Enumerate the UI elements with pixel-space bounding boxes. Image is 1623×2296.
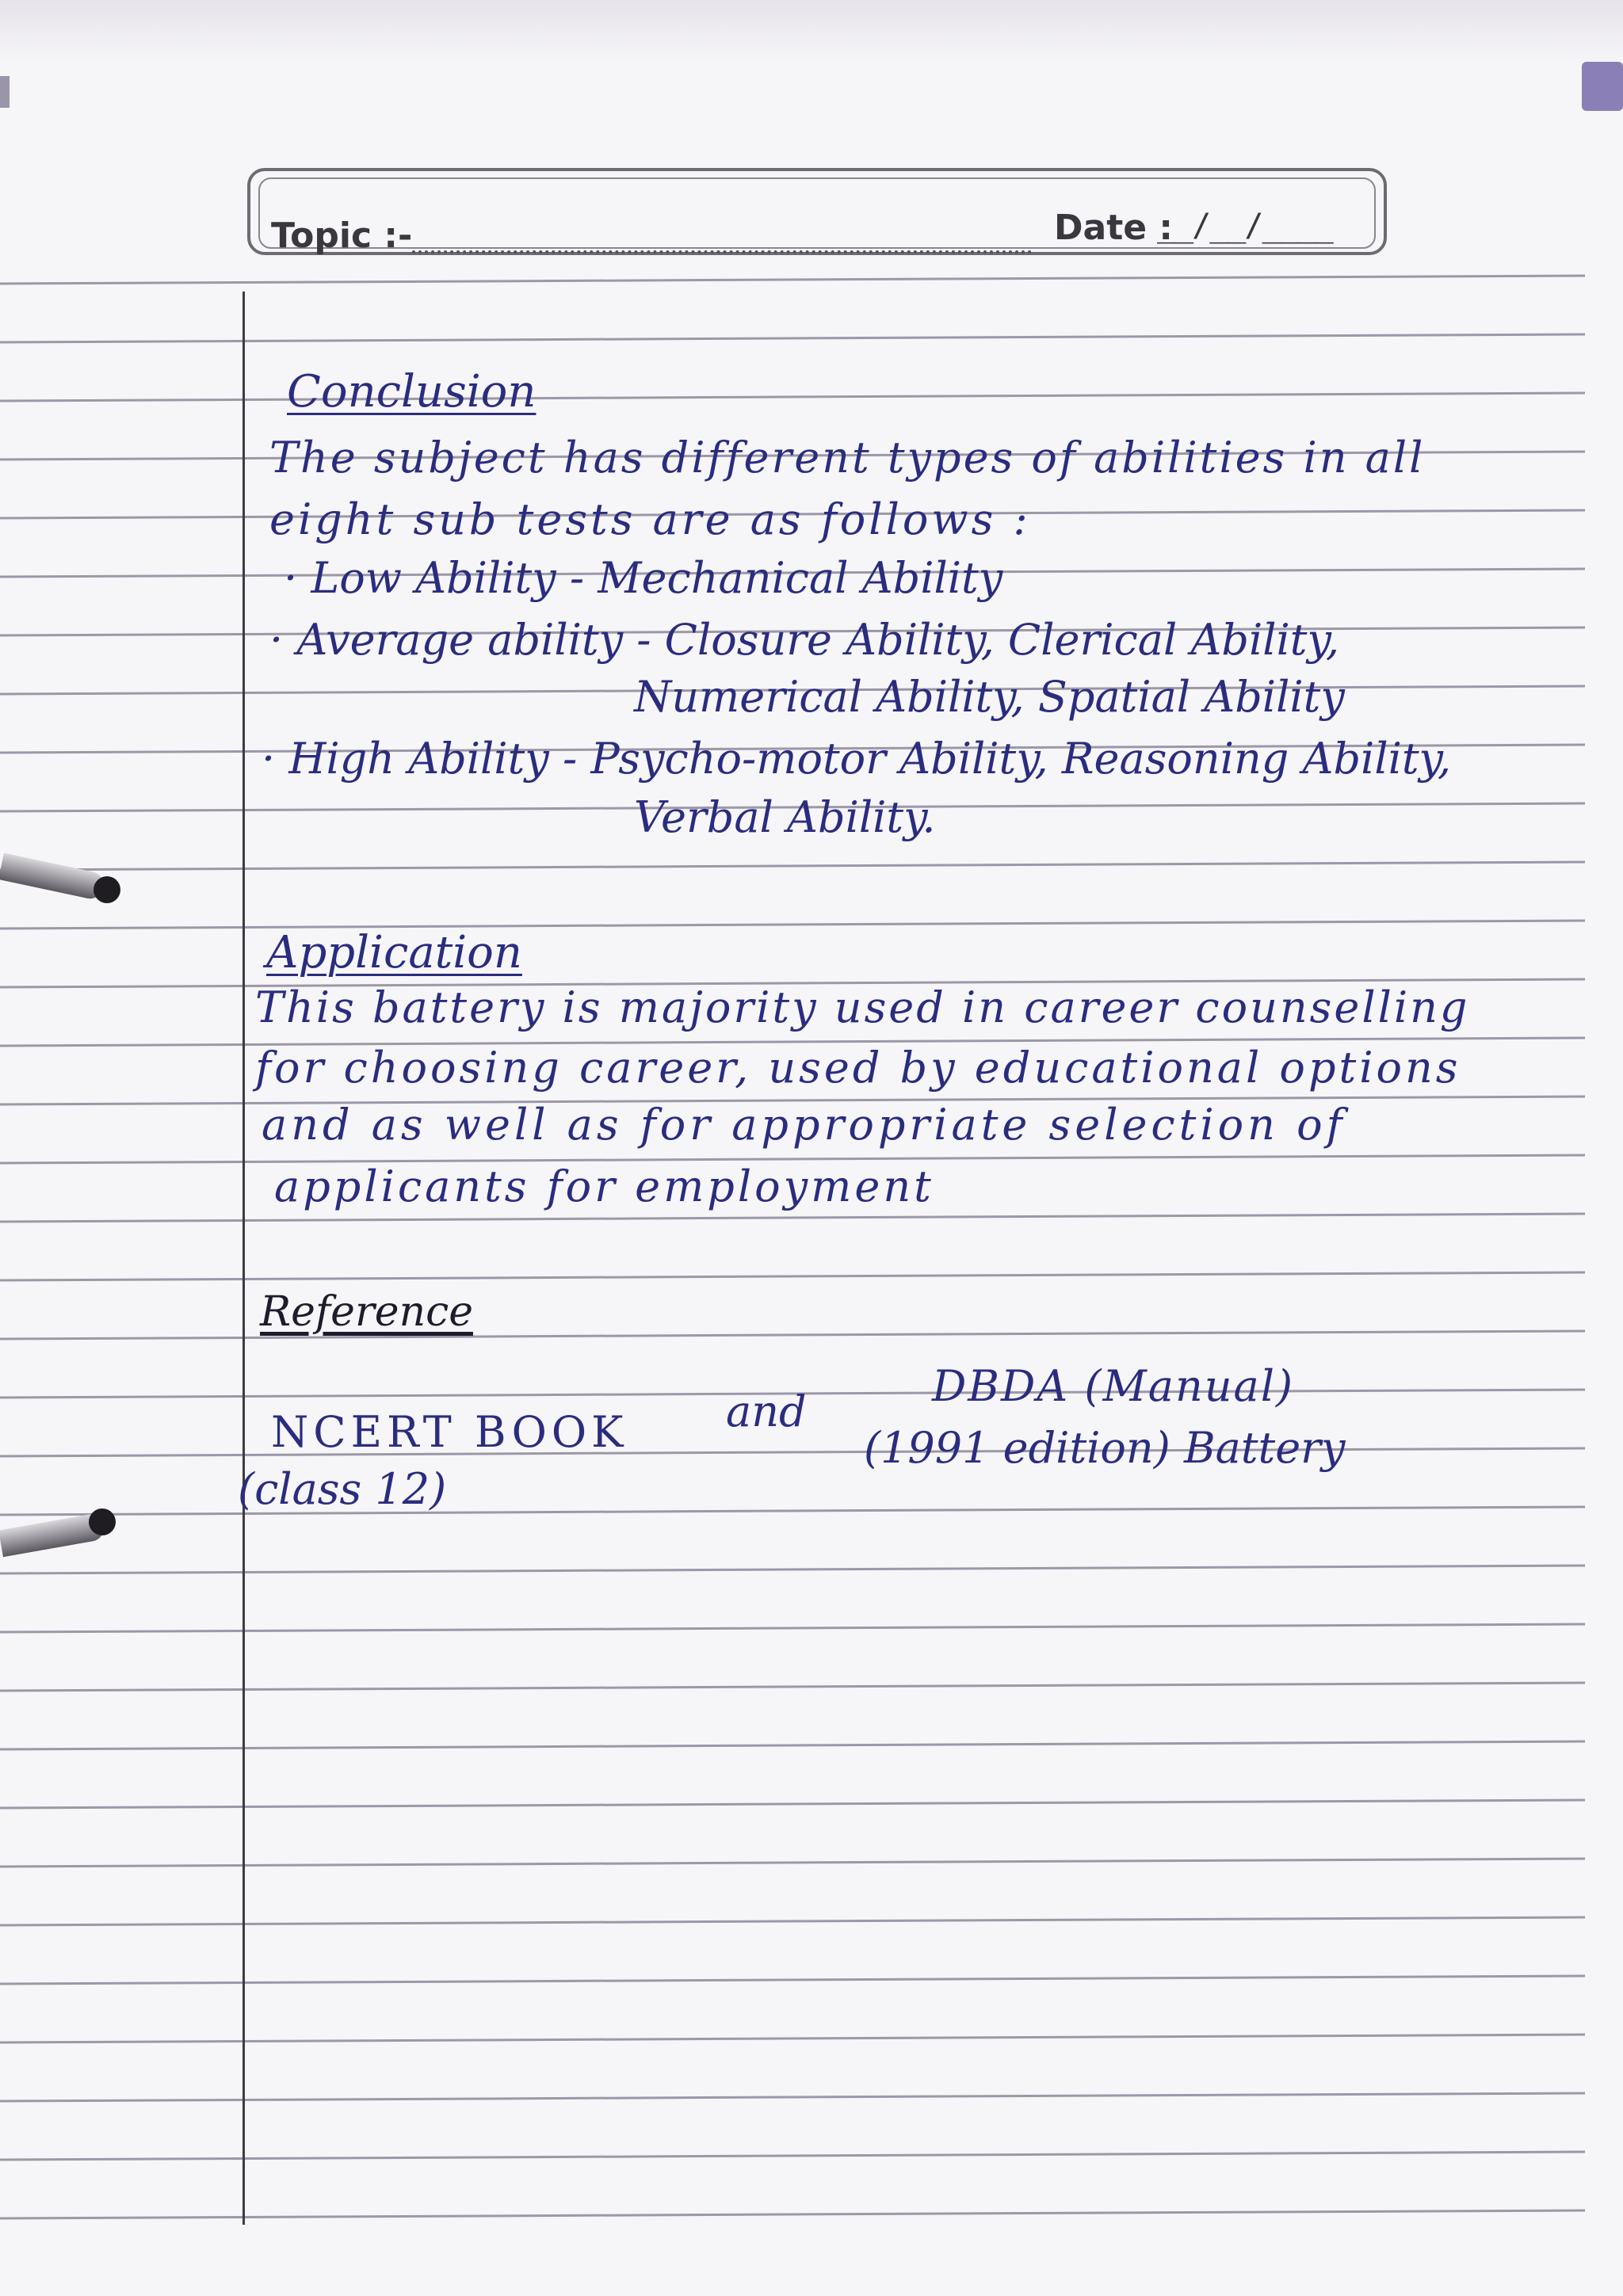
ruled-line: [0, 2093, 1585, 2101]
application-line: for choosing career, used by educational options: [255, 1043, 1461, 1093]
topic-label: Topic :-: [271, 215, 413, 256]
reference-book-class: (class 12): [238, 1464, 447, 1514]
ruled-line: [0, 2035, 1585, 2042]
ruled-line: [0, 1448, 1585, 1456]
ruled-line: [0, 1566, 1585, 1573]
application-line: This battery is majority used in career counselling: [255, 982, 1470, 1032]
conclusion-line: Verbal Ability.: [634, 792, 936, 842]
application-line: and as well as for appropriate selection of: [262, 1100, 1346, 1150]
conclusion-line: Numerical Ability, Spatial Ability: [634, 672, 1345, 722]
ruled-line: [0, 1331, 1585, 1339]
ruled-line: [0, 1624, 1585, 1632]
conclusion-bullet: · Average ability - Closure Ability, Clerical Ability,: [269, 615, 1339, 665]
ruled-line: [0, 921, 1585, 929]
conclusion-bullet: · Low Ability - Mechanical Ability: [284, 553, 1003, 603]
binder-ring-tip: [94, 876, 120, 903]
conclusion-bullet: · High Ability - Psycho-motor Ability, Reasoning Ability,: [262, 734, 1452, 784]
ruled-line: [0, 862, 1585, 870]
conclusion-heading: Conclusion: [287, 366, 537, 418]
application-line: applicants for employment: [274, 1161, 934, 1211]
ruled-line: [0, 2152, 1585, 2160]
application-heading: Application: [266, 927, 522, 978]
conclusion-line: eight sub tests are as follows :: [269, 494, 1031, 544]
ruled-line: [0, 2210, 1585, 2218]
date-blanks: __/__/____: [1157, 208, 1332, 244]
reference-edition: (1991 edition) Battery: [864, 1423, 1346, 1473]
topic-dotted-line: [412, 250, 1032, 254]
ruled-line: [0, 1272, 1585, 1280]
reference-manual: DBDA (Manual): [932, 1361, 1295, 1411]
ruled-line: [0, 1976, 1585, 1984]
ruled-line: [0, 334, 1585, 342]
ruled-line: [0, 1917, 1585, 1925]
margin-line: [242, 292, 245, 2225]
date-label: Date :: [1054, 208, 1174, 248]
reference-book: NCERT BOOK: [271, 1407, 628, 1457]
reference-and: and: [726, 1386, 807, 1436]
ruled-line: [0, 1859, 1585, 1867]
conclusion-line: The subject has different types of abilities in all: [269, 433, 1426, 482]
ruled-line: [0, 1741, 1585, 1749]
ruled-line: [0, 276, 1585, 284]
ruled-line: [0, 393, 1585, 401]
ruled-line: [0, 1800, 1585, 1808]
ruled-line: [0, 1214, 1585, 1222]
reference-heading: Reference: [260, 1288, 473, 1336]
binder-ring-tip: [89, 1508, 116, 1535]
ruled-line: [0, 1683, 1585, 1691]
